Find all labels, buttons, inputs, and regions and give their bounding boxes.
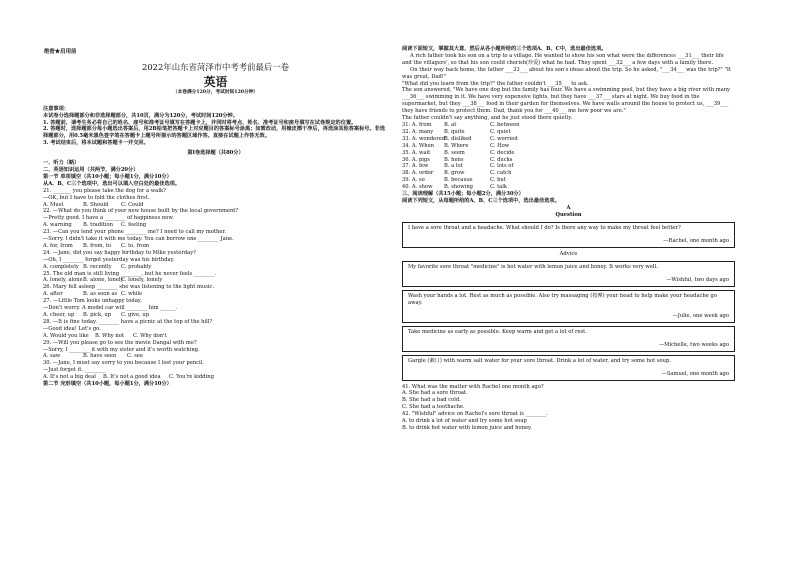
exam-info: （本卷满分120分，考试时间120分钟） (172, 89, 259, 95)
note-3: 3. 考试结束后，将本试题和答题卡一并交回。 (43, 140, 149, 147)
question-27: 27. —Little Tom looks unhappy today. —Don't worry. A model car will ________ him ______. A. cheer, up B. pick, up C. give, up (43, 298, 178, 318)
question-box: I have a sore throat and a headache. What should I do? Is there any way to make my throat feel better? —Rachel, one month ago (402, 222, 735, 248)
note-1: 1. 答题前，请考生务必将自己的姓名、座号和准考证号填写在答题卡上，并同时将考点、姓名、准考证号和座号填写在试卷规定的位置。 (43, 119, 357, 126)
section-cloze-title: 第二节 完形填空（共10小题，每小题1分，满分10分） (43, 381, 172, 388)
cloze-options: 31. A. from B. at C. between 32. A. many B. quite C. quiet 33. A. wonderedB. disliked C. worried 34. A. When B. Where C. How 35. A. wait B. seem C. decide 36. A. pigs B. hens C. ducks 37. A. few B. a lot C. lots of 38. A. order B. grow C. catch 39. A. so B. because C. but 40. A. show B. showing C. talk (402, 121, 520, 191)
notes-title: 注意事项： (43, 105, 69, 112)
question-26: 26. Mary fell asleep ________ she was listening to the light music. A. after B. as soon as C. while (43, 284, 215, 298)
advice-box-1: My favorite sore throat "medicine" is hot water with lemon juice and honey. It works very well. —Wishful, two days ago (402, 261, 735, 287)
question-23: 23. —Can you lend your phone ________ me? I need to call my mother. —Sorry. I didn't take it with me today. You can borrow one ________ Jane. A. for, from B. from, to C. to, from (43, 229, 234, 249)
exam-title: 2022年山东省菏泽市中考考前最后一卷 (142, 62, 289, 72)
question-22: 22. —What do you think of your new house built by the local government? —Pretty good. I have a ________ of happiness now. A. warning B. tradition C. feeling (43, 208, 239, 229)
cloze-paragraph-2: On their way back home, the father ___33___ about his son's ideas about the trip. So he asked, "___34___ was the trip?" "It was great, Dad!" (402, 66, 731, 80)
question-30: 30. —Jane, I must say sorry to you because I lost your pencil. —Just forget it. ________ A. It's not a big deal B. It's not a good idea C. You're kidding (43, 360, 214, 381)
cloze-paragraph-5: The father couldn't say anything, and he just stood there quietly. (402, 115, 573, 122)
question-24: 24. —Jane, did you say happy birthday to Mike yesterday? —Oh, I ________ forgot yesterday was his birthday. A. completely B. recently C. probably (43, 249, 196, 270)
mcq-list (43, 188, 388, 381)
advice-box-3: Take medicine as early as possible. Keep warm and get a lot of rest. —Michelle, two weeks ago (402, 326, 735, 352)
cloze-paragraph-3: "What did you learn from the trip?" the father couldn't ___35___ to ask. (402, 80, 589, 87)
note-2: 2. 答题时，选择题部分每小题选出答案后，用2B铅笔把答题卡上对应题目的答案标号涂黑；如需改动，用橡皮擦干净后，再选涂其他答案标号。非选择题部分，用0.5毫米黑色签字笔在答题卡上题号所提示的答题区域作答。直接在试题上作答无效。 (43, 126, 386, 140)
question-header: Question (555, 211, 582, 218)
section-mcq-instruction: 从A、B、C三个选项中，选出可以填入空白处的最佳选项。 (43, 180, 181, 187)
section-reading-instruction: 阅读下列短文，从每题所给的A、B、C三个选项中，选出最佳选项。 (402, 197, 560, 204)
advice-box-2: Wash your hands a lot. Rest as much as possible. Also try massaging (按摩) your head to help make your headache go away. —Julie, one week ago (402, 290, 735, 323)
section-knowledge: 二、英语知识运用（共两节，满分20分） (43, 166, 139, 173)
section-reading-title: 三、阅读理解（共15小题；每小题2分，满分30分） (402, 191, 524, 198)
cloze-paragraph-1: A rich father took his son on a trip to a village. He wanted to show his son what were the differences ___31___ their life and the villagers', so that his son could cherish(珍爱) what he had. They spent ___32___ a few days with a family there. (402, 52, 724, 66)
secret-tag: 绝密★启用前 (44, 49, 77, 55)
note-0: 本试卷分选择题部分和非选择题部分，共10页，满分为120分，考试时间120分钟。 (43, 112, 238, 119)
reading-question-42: 42. "Wishful" advice on Rachel's sore throat is ________. A. to drink a lot of water and try some hot soup B. to drink hot water with lemon juice and honey. (402, 411, 548, 431)
section-mcq-title: 第一节 单项填空（共10小题；每小题1分，满分10分） (43, 173, 172, 180)
cloze-instruction: 阅读下面短文，掌握其大意，然后从各小题所给的三个选项A、B、C中，选出最佳选项。 (402, 46, 607, 52)
question-28: 28. —It is fine today. ________ have a picnic at the top of the hill? —Good idea! Let's go. A. Would you like B. Why not C. Why don't (43, 318, 213, 339)
section-listening: 一、听力（略） (43, 160, 80, 167)
cloze-paragraph-4: The son answered, "We have one dog but the family has four. We have a swimming pool, but they have a big river with many ___36___ swimming in it. We have very expensive lights, but they have ___37___ stars at night. We buy food in the supermarket, but they ___38___ food in their garden for themselves. We have walls around the house to protect us, ___39___ they have friends to protect them. Dad, thank you for ___40___ me how poor we are." (402, 87, 730, 115)
question-25: 25. The old man is still living ________, but he never feels ________. A. lonely, aloneB. alone, lonelyC. lonely, lonely (43, 270, 217, 284)
right-column (402, 46, 735, 432)
question-21: 21. _______ you please take the dog for a walk? —OK, but I have to fold the clothes first. A. Must B. Should C. Could (43, 187, 166, 208)
advice-header: Advice (559, 250, 578, 257)
left-column (43, 46, 388, 388)
reading-question-41: 41. What was the matter with Rachel one month ago? A. She had a sore throat. B. She had a bad cold. C. She had a toothache. (402, 383, 544, 411)
passage-a-label: A (566, 204, 571, 211)
part1-title: 第Ⅰ卷选择题（共80分） (187, 150, 244, 157)
question-29: 29. —Will you please go to see the movie Dangal with me? —Sorry, I ________ it with my sister and it's worth watching. A. saw B. have seen C. see (43, 339, 200, 360)
subject-title: 英语 (203, 74, 228, 89)
advice-box-4: Gargle (漱口) with warm salt water for your sore throat. Drink a lot of water, and try some hot soup. —Samuel, one month ago (402, 355, 735, 381)
